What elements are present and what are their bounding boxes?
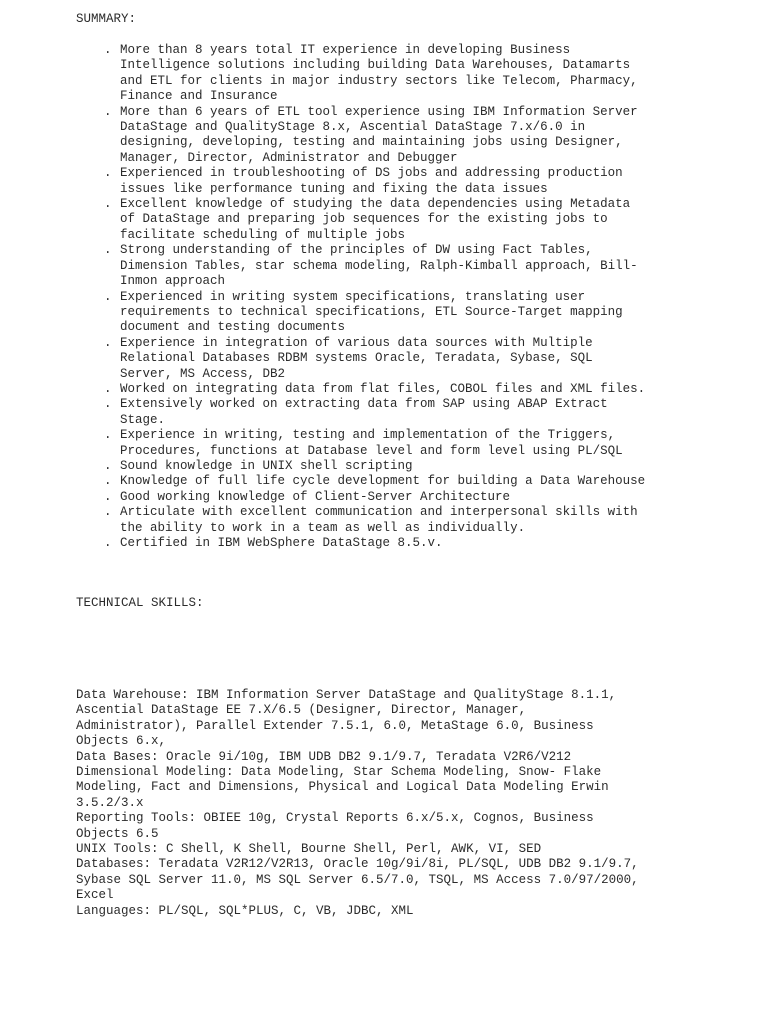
skills-line: Administrator), Parallel Extender 7.5.1, 6.0, MetaStage 6.0, Business (76, 718, 594, 733)
list-item (104, 336, 664, 382)
summary-heading: SUMMARY: (76, 12, 137, 26)
bullet-marker: . (104, 104, 112, 119)
list-item (104, 105, 664, 167)
bullet-marker: . (104, 166, 112, 181)
list-item (104, 43, 664, 105)
skills-line: Ascential DataStage EE 7.X/6.5 (Designer, Director, Manager, (76, 703, 527, 718)
list-item-text: More than 8 years total IT experience in developing Business Intelligence solutions including building Data Warehouses, Datamarts and ETL for clients in major industry sectors like Telecom, Pharmacy, Finance and Insurance (120, 43, 638, 104)
bullet-marker: . (104, 505, 112, 520)
skills-line: Databases: Teradata V2R12/V2R13, Oracle 10g/9i/8i, PL/SQL, UDB DB2 9.1/9.7, (76, 857, 639, 872)
bullet-marker: . (104, 536, 112, 550)
list-item (104, 536, 664, 551)
skills-line: Dimensional Modeling: Data Modeling, Star Schema Modeling, Snow- Flake (76, 765, 602, 780)
bullet-marker: . (104, 458, 112, 473)
skills-line: Objects 6.x, (76, 734, 167, 749)
bullet-marker: . (104, 197, 112, 212)
bullet-marker: . (104, 335, 112, 350)
skills-line: Modeling, Fact and Dimensions, Physical and Logical Data Modeling Erwin (76, 780, 609, 795)
list-item-text: Strong understanding of the principles of DW using Fact Tables, Dimension Tables, star schema modeling, Ralph-Kimball approach, Bill- Inmon approach (120, 243, 638, 289)
list-item-text: More than 6 years of ETL tool experience using IBM Information Server DataStage and QualityStage 8.x, Ascential DataStage 7.x/6.0 in designing, developing, testing and maintaining jobs using Designer, Manager, Director, Administrator and Debugger (120, 104, 638, 165)
skills-line: 3.5.2/3.x (76, 795, 144, 810)
bullet-marker: . (104, 289, 112, 304)
list-item (104, 382, 664, 397)
list-item-text: Worked on integrating data from flat files, COBOL files and XML files. (120, 381, 646, 396)
bullet-marker: . (104, 489, 112, 504)
skills-line: Sybase SQL Server 11.0, MS SQL Server 6.5/7.0, TSQL, MS Access 7.0/97/2000, (76, 872, 639, 887)
list-item-text: Knowledge of full life cycle development for building a Data Warehouse (120, 474, 646, 489)
bullet-marker: . (104, 243, 112, 258)
skills-line: Excel (76, 888, 114, 903)
skills-line: Reporting Tools: OBIEE 10g, Crystal Reports 6.x/5.x, Cognos, Business (76, 811, 594, 826)
summary-list (104, 43, 664, 551)
list-item-text: Good working knowledge of Client-Server Architecture (120, 489, 511, 504)
list-item (104, 397, 664, 428)
list-item-text: Experience in writing, testing and implementation of the Triggers, Procedures, functions at Database level and form level using PL/SQL (120, 428, 623, 458)
list-item-text: Sound knowledge in UNIX shell scripting (120, 458, 413, 473)
list-item (104, 459, 664, 474)
list-item-text: Certified in IBM WebSphere DataStage 8.5.v. (120, 536, 443, 550)
bullet-marker: . (104, 381, 112, 396)
list-item-text: Articulate with excellent communication and interpersonal skills with the ability to work in a team as well as individually. (120, 505, 638, 535)
skills-line: Languages: PL/SQL, SQL*PLUS, C, VB, JDBC, XML (76, 903, 414, 918)
list-item-text: Experience in integration of various data sources with Multiple Relational Databases RDBM systems Oracle, Teradata, Sybase, SQL Server, MS Access, DB2 (120, 335, 593, 381)
list-item-text: Experienced in troubleshooting of DS jobs and addressing production issues like performance tuning and fixing the data issues (120, 166, 623, 196)
bullet-marker: . (104, 397, 112, 412)
list-item-text: Extensively worked on extracting data from SAP using ABAP Extract Stage. (120, 397, 608, 427)
list-item (104, 474, 664, 489)
list-item (104, 166, 664, 197)
skills-line: Objects 6.5 (76, 826, 159, 841)
list-item (104, 428, 664, 459)
bullet-marker: . (104, 43, 112, 57)
list-item-text: Experienced in writing system specifications, translating user requirements to technical specifications, ETL Source-Target mapping document and testing documents (120, 289, 623, 335)
list-item (104, 290, 664, 336)
skills-line: UNIX Tools: C Shell, K Shell, Bourne Shell, Perl, AWK, VI, SED (76, 842, 542, 857)
list-item-text: Excellent knowledge of studying the data dependencies using Metadata of DataStage and preparing job sequences for the existing jobs to facilitate scheduling of multiple jobs (120, 197, 631, 242)
skills-line: Data Bases: Oracle 9i/10g, IBM UDB DB2 9.1/9.7, Teradata V2R6/V212 (76, 749, 572, 764)
bullet-marker: . (104, 428, 112, 443)
list-item (104, 243, 664, 289)
technical-skills-heading: TECHNICAL SKILLS: (76, 596, 204, 610)
bullet-marker: . (104, 474, 112, 489)
list-item (104, 197, 664, 243)
skills-line: Data Warehouse: IBM Information Server DataStage and QualityStage 8.1.1, (76, 688, 617, 702)
list-item (104, 505, 664, 536)
technical-skills-body (76, 688, 676, 919)
list-item (104, 490, 664, 505)
